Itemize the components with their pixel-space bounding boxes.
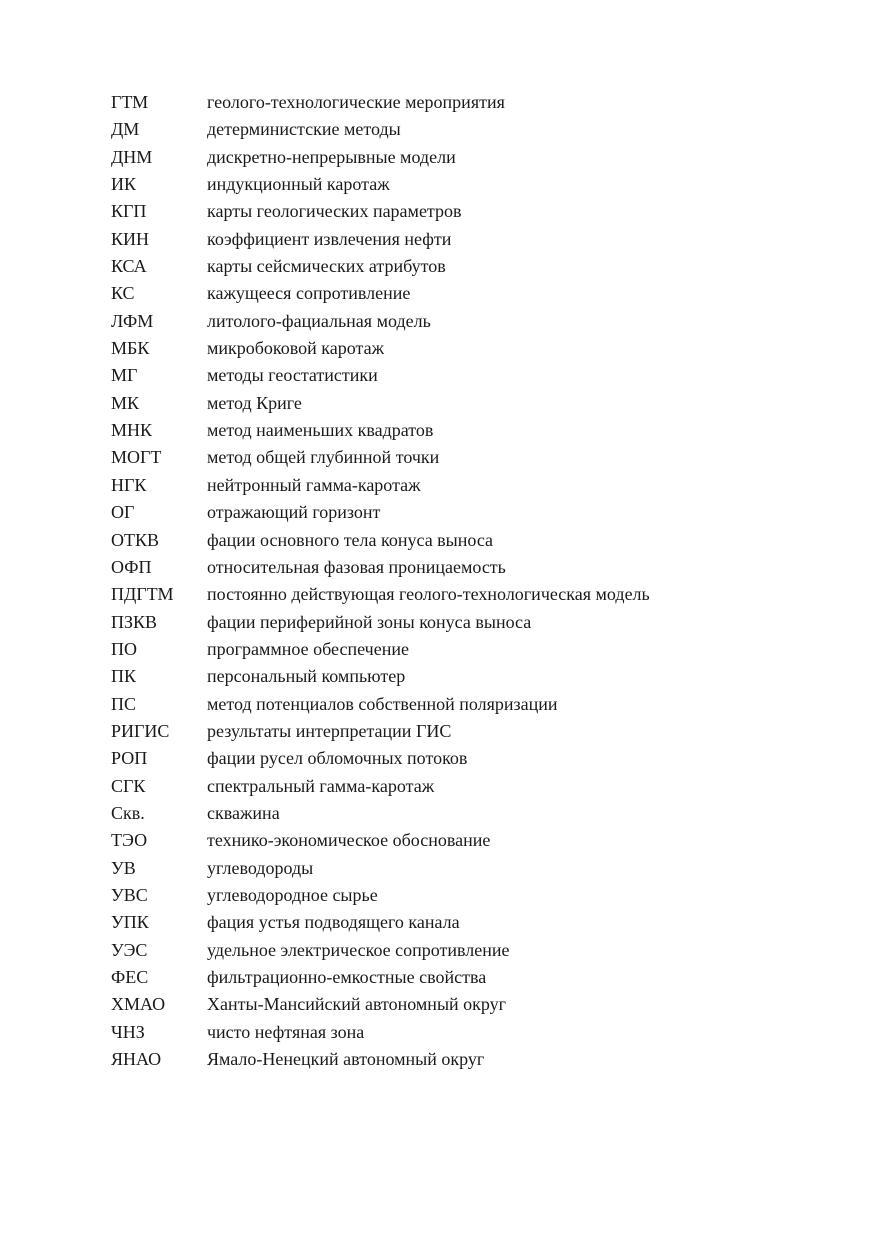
- abbreviation-row: [111, 335, 650, 362]
- abbreviation-code: КИН: [111, 228, 150, 249]
- abbreviation-row: [111, 444, 650, 471]
- abbreviation-meaning: Ямало-Ненецкий автономный округ: [207, 1049, 485, 1070]
- abbreviation-code: УВС: [111, 884, 148, 905]
- abbreviation-code: ИК: [111, 174, 137, 195]
- abbreviation-code: ГТМ: [111, 92, 149, 112]
- abbreviation-row: [111, 527, 650, 554]
- abbreviation-row: [111, 1019, 650, 1046]
- abbreviation-meaning: детерминистские методы: [207, 119, 401, 140]
- abbreviation-row: [111, 909, 650, 936]
- abbreviation-meaning: нейтронный гамма-каротаж: [207, 474, 421, 495]
- abbreviation-code: УПК: [111, 912, 149, 933]
- abbreviation-code: Скв.: [111, 802, 145, 823]
- abbreviation-row: [111, 827, 650, 854]
- abbreviation-row: [111, 390, 650, 417]
- abbreviation-code: ЯНАО: [111, 1049, 162, 1070]
- abbreviation-code: ДМ: [111, 119, 140, 140]
- abbreviation-code: ПЗКВ: [111, 611, 158, 632]
- abbreviation-row: [111, 991, 650, 1018]
- abbreviation-meaning: литолого-фациальная модель: [207, 310, 431, 331]
- abbreviation-code: СГК: [111, 775, 146, 796]
- abbreviation-code: ПС: [111, 693, 137, 714]
- abbreviation-meaning: Ханты-Мансийский автономный округ: [207, 994, 507, 1015]
- abbreviation-code: ТЭО: [111, 830, 148, 851]
- abbreviation-meaning: карты сейсмических атрибутов: [207, 256, 446, 277]
- abbreviation-code: ПК: [111, 666, 137, 687]
- abbreviation-row: [111, 855, 650, 882]
- abbreviation-row: [111, 663, 650, 690]
- abbreviation-meaning: углеводороды: [207, 857, 314, 878]
- abbreviation-code: ПО: [111, 638, 137, 659]
- abbreviation-row: [111, 745, 650, 772]
- abbreviation-meaning: фация устья подводящего канала: [207, 912, 460, 933]
- abbreviation-code: РОП: [111, 748, 148, 769]
- abbreviation-meaning: фации периферийной зоны конуса выноса: [207, 611, 532, 632]
- abbreviation-code: ДНМ: [111, 146, 153, 167]
- abbreviation-meaning: результаты интерпретации ГИС: [207, 720, 452, 741]
- abbreviation-meaning: метод наименьших квадратов: [207, 420, 434, 441]
- abbreviation-row: [111, 691, 650, 718]
- abbreviation-code: КГП: [111, 201, 147, 222]
- abbreviation-row: [111, 308, 650, 335]
- abbreviation-code: ЧНЗ: [111, 1021, 145, 1042]
- abbreviation-meaning: спектральный гамма-каротаж: [207, 775, 435, 796]
- abbreviation-meaning: микробоковой каротаж: [207, 338, 385, 359]
- abbreviation-code: УВ: [111, 857, 136, 878]
- abbreviation-row: [111, 144, 650, 171]
- abbreviation-code: МНК: [111, 420, 153, 441]
- abbreviation-row: [111, 554, 650, 581]
- abbreviation-meaning: относительная фазовая проницаемость: [207, 556, 506, 577]
- abbreviation-row: [111, 718, 650, 745]
- abbreviation-meaning: геолого-технологические мероприятия: [207, 92, 505, 112]
- abbreviation-code: КС: [111, 283, 135, 304]
- abbreviation-row: [111, 882, 650, 909]
- abbreviation-meaning: дискретно-непрерывные модели: [207, 146, 456, 167]
- abbreviation-row: [111, 937, 650, 964]
- abbreviation-row: [111, 253, 650, 280]
- abbreviation-code: УЭС: [111, 939, 148, 960]
- abbreviation-meaning: метод Криге: [207, 392, 302, 413]
- abbreviation-row: [111, 1046, 650, 1073]
- abbreviation-meaning: постоянно действующая геолого-технологическая модель: [207, 584, 650, 605]
- abbreviation-code: ФЕС: [111, 967, 149, 987]
- abbreviation-meaning: коэффициент извлечения нефти: [207, 228, 452, 249]
- abbreviation-row: [111, 116, 650, 143]
- abbreviation-meaning: удельное электрическое сопротивление: [207, 939, 510, 960]
- abbreviation-row: [111, 362, 650, 389]
- abbreviation-meaning: метод общей глубинной точки: [207, 447, 440, 468]
- abbreviation-code: РИГИС: [111, 720, 170, 741]
- abbreviation-meaning: индукционный каротаж: [207, 174, 390, 195]
- abbreviation-meaning: программное обеспечение: [207, 638, 409, 659]
- abbreviation-row: [111, 609, 650, 636]
- abbreviation-row: [111, 472, 650, 499]
- abbreviation-meaning: чисто нефтяная зона: [207, 1021, 365, 1042]
- abbreviation-row: [111, 499, 650, 526]
- abbreviation-code: МГ: [111, 365, 138, 386]
- abbreviation-code: МОГТ: [111, 447, 162, 468]
- abbreviation-code: МК: [111, 392, 140, 413]
- abbreviation-meaning: углеводородное сырье: [207, 884, 378, 905]
- abbreviation-list: [111, 89, 650, 1073]
- abbreviation-row: [111, 226, 650, 253]
- abbreviation-row: [111, 89, 650, 116]
- abbreviation-meaning: скважина: [207, 802, 280, 823]
- abbreviation-meaning: методы геостатистики: [207, 365, 378, 386]
- abbreviation-code: ПДГТМ: [111, 584, 174, 605]
- abbreviation-row: [111, 964, 650, 991]
- abbreviation-row: [111, 773, 650, 800]
- abbreviation-row: [111, 800, 650, 827]
- abbreviation-meaning: фации основного тела конуса выноса: [207, 529, 494, 550]
- abbreviation-row: [111, 280, 650, 307]
- abbreviation-row: [111, 171, 650, 198]
- abbreviation-code: МБК: [111, 338, 150, 359]
- abbreviation-meaning: технико-экономическое обоснование: [207, 830, 491, 851]
- abbreviation-meaning: отражающий горизонт: [207, 502, 381, 523]
- abbreviation-meaning: кажущееся сопротивление: [207, 283, 411, 304]
- abbreviation-row: [111, 417, 650, 444]
- abbreviation-meaning: фации русел обломочных потоков: [207, 748, 468, 769]
- abbreviation-code: НГК: [111, 474, 147, 495]
- abbreviation-code: ЛФМ: [111, 310, 154, 331]
- abbreviation-code: КСА: [111, 256, 147, 277]
- abbreviation-row: [111, 198, 650, 225]
- abbreviation-row: [111, 581, 650, 608]
- abbreviation-meaning: фильтрационно-емкостные свойства: [207, 967, 487, 987]
- abbreviation-code: ХМАО: [111, 994, 166, 1015]
- abbreviation-code: ОТКВ: [111, 529, 160, 550]
- abbreviation-row: [111, 636, 650, 663]
- abbreviation-meaning: персональный компьютер: [207, 666, 406, 687]
- abbreviation-code: ОГ: [111, 502, 135, 523]
- abbreviation-meaning: метод потенциалов собственной поляризации: [207, 693, 558, 714]
- abbreviation-code: ОФП: [111, 556, 152, 577]
- abbreviation-meaning: карты геологических параметров: [207, 201, 462, 222]
